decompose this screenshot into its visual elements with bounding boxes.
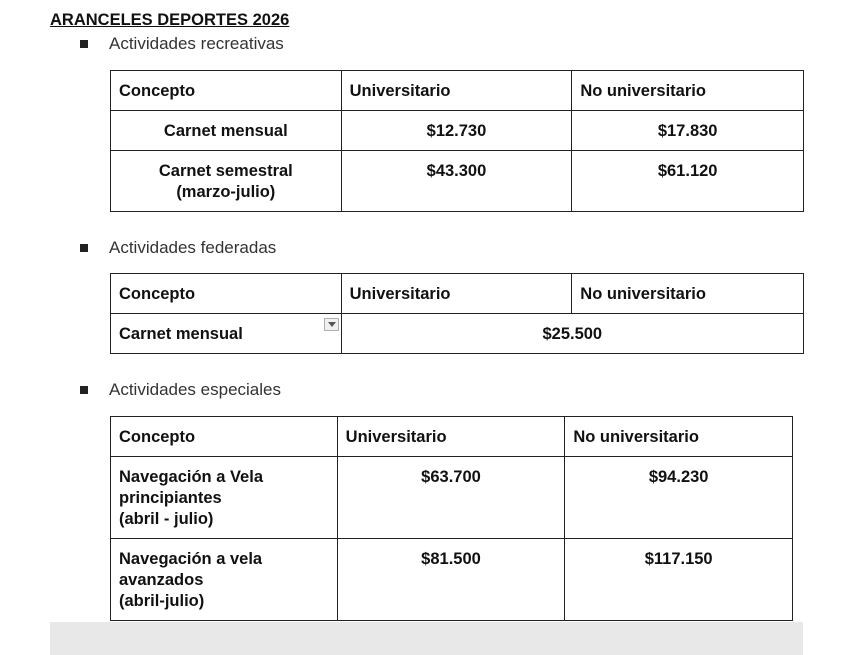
table-row bbox=[111, 457, 793, 539]
section-heading-label: Actividades especiales bbox=[109, 380, 281, 399]
header-cell-universitario: Universitario bbox=[337, 417, 565, 457]
header-cell-universitario: Universitario bbox=[341, 274, 572, 314]
concept-line: avanzados bbox=[119, 571, 204, 589]
table-recreativas bbox=[110, 70, 804, 212]
table-row bbox=[111, 539, 793, 621]
concept-line: (abril - julio) bbox=[119, 510, 214, 528]
page-footer-bar bbox=[50, 622, 803, 655]
concept-cell bbox=[111, 151, 342, 212]
table-header-row bbox=[111, 417, 793, 457]
concept-cell bbox=[111, 314, 342, 354]
concept-line: Navegación a vela bbox=[119, 550, 263, 568]
price-cell-no-universitario: $117.150 bbox=[565, 539, 793, 621]
table-header-row bbox=[111, 71, 804, 111]
concept-line: principiantes bbox=[119, 489, 222, 507]
table-row bbox=[111, 314, 804, 354]
header-cell-concepto: Concepto bbox=[111, 417, 338, 457]
price-cell-no-universitario: $61.120 bbox=[572, 151, 804, 212]
section-heading-especiales bbox=[80, 379, 281, 401]
concept-line: (marzo-julio) bbox=[176, 183, 276, 201]
header-cell-no-universitario: No universitario bbox=[572, 71, 804, 111]
header-cell-no-universitario: No universitario bbox=[572, 274, 804, 314]
header-cell-no-universitario: No universitario bbox=[565, 417, 793, 457]
price-cell-universitario: $43.300 bbox=[341, 151, 572, 212]
concept-cell bbox=[111, 457, 338, 539]
dropdown-arrow-icon[interactable] bbox=[324, 318, 339, 331]
table-header-row bbox=[111, 274, 804, 314]
table-federadas bbox=[110, 273, 804, 354]
price-cell-merged: $25.500 bbox=[341, 314, 803, 354]
price-cell-universitario: $81.500 bbox=[337, 539, 565, 621]
square-bullet-icon bbox=[80, 244, 88, 252]
section-heading-label: Actividades recreativas bbox=[109, 34, 284, 53]
concept-line: Carnet mensual bbox=[163, 122, 288, 140]
table-row bbox=[111, 111, 804, 151]
price-cell-no-universitario: $94.230 bbox=[565, 457, 793, 539]
concept-line: (abril-julio) bbox=[119, 592, 205, 610]
price-cell-universitario: $63.700 bbox=[337, 457, 565, 539]
square-bullet-icon bbox=[80, 386, 88, 394]
price-cell-universitario: $12.730 bbox=[341, 111, 572, 151]
price-cell-no-universitario: $17.830 bbox=[572, 111, 804, 151]
concept-cell bbox=[111, 539, 338, 621]
section-heading-recreativas bbox=[80, 33, 284, 55]
header-cell-concepto: Concepto bbox=[111, 274, 342, 314]
header-cell-universitario: Universitario bbox=[341, 71, 572, 111]
document-title: ARANCELES DEPORTES 2026 bbox=[50, 11, 290, 29]
section-heading-label: Actividades federadas bbox=[109, 238, 277, 257]
concept-line: Carnet semestral bbox=[158, 162, 293, 180]
concept-line: Carnet mensual bbox=[119, 325, 243, 343]
concept-line: Navegación a Vela bbox=[119, 468, 263, 486]
table-row bbox=[111, 151, 804, 212]
concept-cell bbox=[111, 111, 342, 151]
square-bullet-icon bbox=[80, 40, 88, 48]
table-especiales bbox=[110, 416, 793, 621]
header-cell-concepto: Concepto bbox=[111, 71, 342, 111]
section-heading-federadas bbox=[80, 237, 276, 259]
